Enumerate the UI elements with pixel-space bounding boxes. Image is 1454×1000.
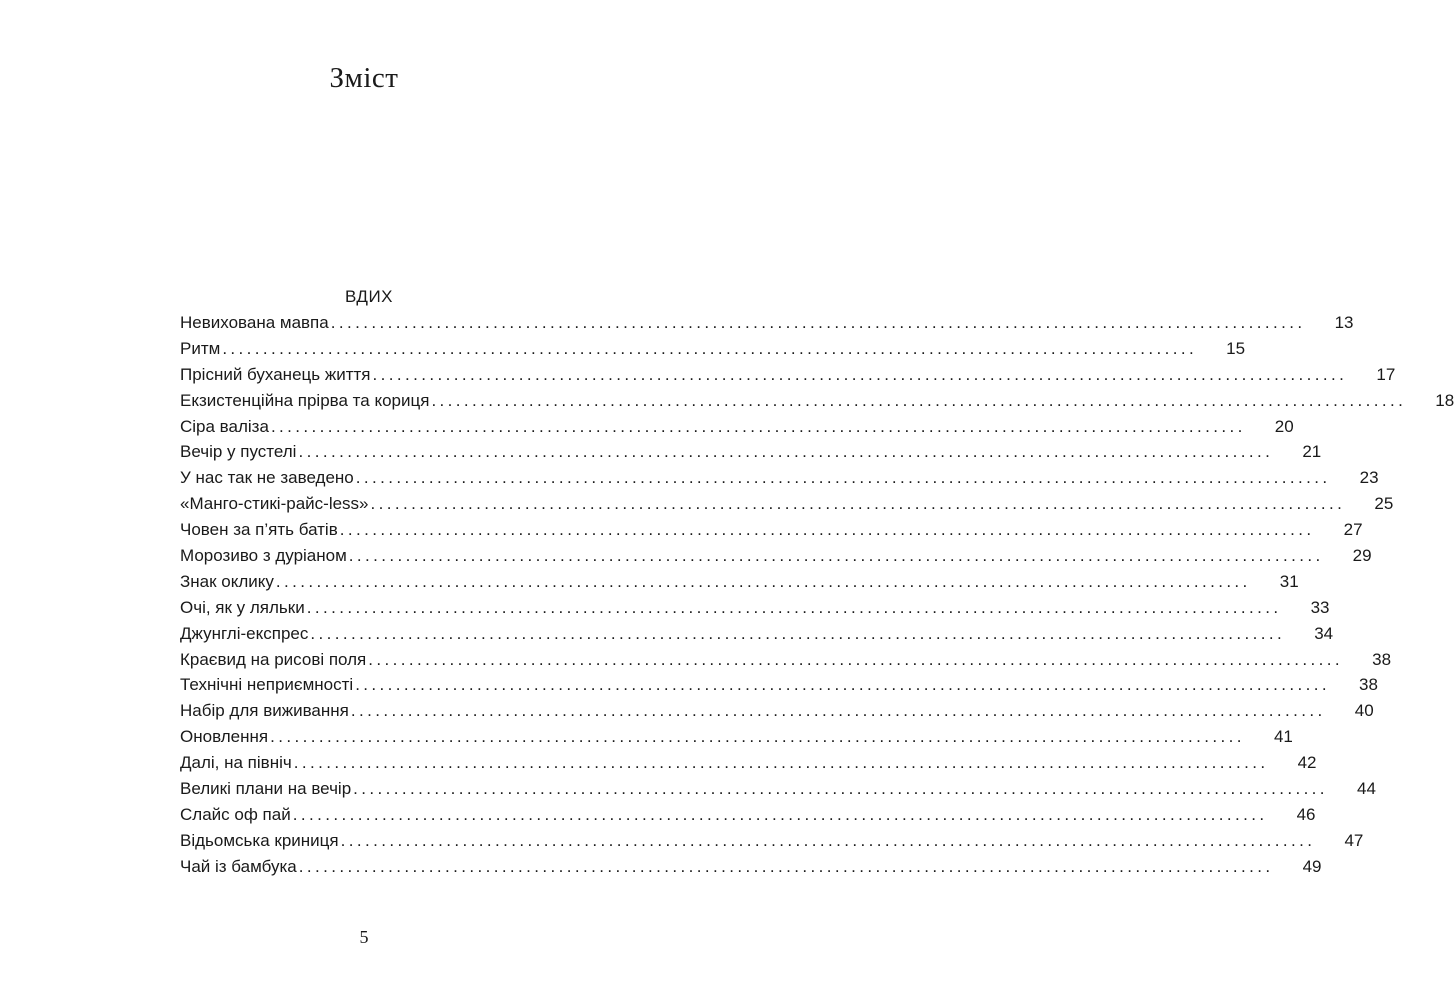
toc-entry[interactable] xyxy=(180,750,1317,776)
toc-entry-page: 18 xyxy=(1435,390,1454,410)
toc-entry[interactable] xyxy=(180,621,1334,647)
toc-list xyxy=(180,310,1454,880)
toc-entry[interactable] xyxy=(180,828,1364,854)
dot-leader: ........................................................................................................................ xyxy=(298,856,1274,876)
toc-entry-title: Екзистенційна прірва та кориця xyxy=(180,390,430,410)
toc-entry-page: 33 xyxy=(1310,597,1330,617)
toc-entry-page: 47 xyxy=(1344,830,1364,850)
toc-entry-title: Набір для виживання xyxy=(180,701,349,721)
toc-entry[interactable] xyxy=(180,517,1363,543)
toc-entry[interactable] xyxy=(180,698,1374,724)
toc-entry-title: Оновлення xyxy=(180,727,269,747)
toc-entry-page: 29 xyxy=(1352,546,1372,566)
toc-entry[interactable] xyxy=(180,388,1454,414)
dot-leader: ........................................................................................................................ xyxy=(310,623,1286,643)
toc-entry[interactable] xyxy=(180,802,1316,828)
dot-leader: ........................................................................................................................ xyxy=(431,390,1407,410)
toc-entry-page: 42 xyxy=(1297,753,1317,773)
dot-leader: ........................................................................................................................ xyxy=(372,364,1348,384)
toc-entry-page: 38 xyxy=(1372,649,1392,669)
toc-entry-title: Слайс оф пай xyxy=(180,804,291,824)
dot-leader: ........................................................................................................................ xyxy=(270,416,1246,436)
dot-leader: ........................................................................................................................ xyxy=(222,338,1198,358)
table-of-contents xyxy=(180,284,1454,880)
toc-entry[interactable] xyxy=(180,854,1322,880)
dot-leader: ........................................................................................................................ xyxy=(355,675,1330,695)
toc-entry-page: 21 xyxy=(1302,442,1322,462)
toc-entry-page: 41 xyxy=(1273,727,1293,747)
toc-entry[interactable] xyxy=(180,310,1354,336)
toc-entry[interactable] xyxy=(180,439,1322,465)
toc-entry-title: Джунглі-експрес xyxy=(180,623,309,643)
toc-entry-title: Невихована мавпа xyxy=(180,313,329,332)
toc-entry[interactable] xyxy=(180,776,1376,802)
toc-entry[interactable] xyxy=(180,362,1396,388)
dot-leader: ........................................................................................................................ xyxy=(275,571,1251,591)
dot-leader: ........................................................................................................................ xyxy=(348,546,1324,566)
toc-entry-title: У нас так не заведено xyxy=(180,468,354,488)
toc-entry[interactable] xyxy=(180,414,1294,440)
toc-entry-title: Краєвид на рисові поля xyxy=(180,649,367,669)
toc-entry-page: 40 xyxy=(1354,701,1374,721)
toc-entry-page: 34 xyxy=(1314,623,1334,643)
dot-leader: ........................................................................................................................ xyxy=(370,494,1346,514)
toc-entry-page: 27 xyxy=(1343,520,1363,540)
toc-entry-page: 46 xyxy=(1296,804,1316,824)
toc-entry-title: Морозиво з дуріаном xyxy=(180,546,347,566)
toc-entry-title: Чай із бамбука xyxy=(180,856,297,876)
page-number: 5 xyxy=(359,927,369,947)
toc-entry[interactable] xyxy=(180,647,1392,673)
toc-entry-title: Очі, як у ляльки xyxy=(180,597,305,617)
toc-entry-title: Вечір у пустелі xyxy=(180,442,297,462)
toc-entry-title: Відьомська криниця xyxy=(180,830,339,850)
toc-entry-page: 25 xyxy=(1374,494,1394,514)
toc-entry-page: 17 xyxy=(1376,364,1396,384)
toc-entry-page: 38 xyxy=(1359,675,1378,695)
dot-leader: ........................................................................................................................ xyxy=(292,804,1268,824)
dot-leader: ........................................................................................................................ xyxy=(368,649,1344,669)
toc-entry-title: Технічні неприємності xyxy=(180,675,354,695)
toc-entry[interactable] xyxy=(180,491,1394,517)
dot-leader: ........................................................................................................................ xyxy=(355,468,1331,488)
toc-entry-page: 20 xyxy=(1274,416,1294,436)
toc-entry[interactable] xyxy=(180,465,1379,491)
toc-entry[interactable] xyxy=(180,595,1330,621)
dot-leader: ........................................................................................................................ xyxy=(330,313,1306,332)
toc-entry-title: Ритм xyxy=(180,338,221,358)
toc-entry[interactable] xyxy=(180,672,1378,698)
toc-entry[interactable] xyxy=(180,336,1246,362)
dot-leader: ........................................................................................................................ xyxy=(339,520,1315,540)
dot-leader: ........................................................................................................................ xyxy=(353,779,1328,799)
toc-entry-title: Далі, на північ xyxy=(180,753,292,773)
toc-entry[interactable] xyxy=(180,724,1293,750)
toc-entry-title: Човен за п’ять батів xyxy=(180,520,338,540)
toc-entry[interactable] xyxy=(180,569,1299,595)
toc-entry-title: Знак оклику xyxy=(180,571,274,591)
toc-entry[interactable] xyxy=(180,543,1372,569)
dot-leader: ........................................................................................................................ xyxy=(293,753,1269,773)
dot-leader: ........................................................................................................................ xyxy=(340,830,1316,850)
toc-entry-page: 31 xyxy=(1279,571,1299,591)
toc-entry-page: 23 xyxy=(1359,468,1379,488)
toc-entry-title: Сіра валіза xyxy=(180,416,269,436)
section-heading: ВДИХ xyxy=(344,287,394,306)
toc-entry-page: 44 xyxy=(1357,779,1376,799)
toc-entry-page: 15 xyxy=(1226,338,1246,358)
dot-leader: ........................................................................................................................ xyxy=(306,597,1282,617)
dot-leader: ........................................................................................................................ xyxy=(298,442,1274,462)
toc-entry-page: 13 xyxy=(1334,313,1354,332)
dot-leader: ........................................................................................................................ xyxy=(350,701,1326,721)
toc-entry-title: Прісний буханець життя xyxy=(180,364,371,384)
toc-entry-title: Великі плани на вечір xyxy=(180,779,352,799)
dot-leader: ........................................................................................................................ xyxy=(270,727,1245,747)
toc-entry-page: 49 xyxy=(1302,856,1322,876)
toc-entry-title: «Манго-стикі-райс-less» xyxy=(180,494,369,514)
page-title: Зміст xyxy=(329,62,399,94)
